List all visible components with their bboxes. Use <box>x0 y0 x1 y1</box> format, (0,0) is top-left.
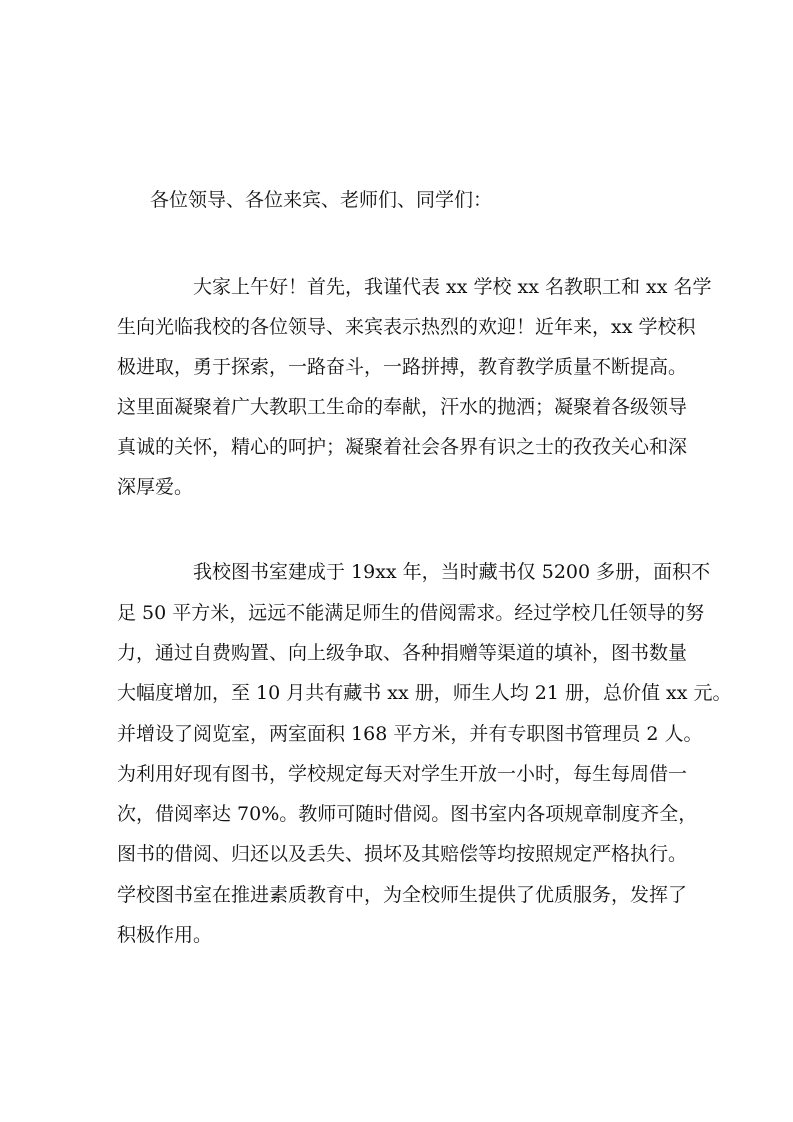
greeting: 各位领导、各位来宾、老师们、同学们： <box>150 189 493 211</box>
paragraph-line: 这里面凝聚着广大教职工生命的奉献，汗水的抛洒；凝聚着各级领导 <box>117 396 688 418</box>
paragraph-line: 我校图书室建成于 19xx 年，当时藏书仅 5200 多册，面积不 <box>193 561 711 583</box>
paragraph-line: 学校图书室在推进素质教育中，为全校师生提供了优质服务，发挥了 <box>117 884 688 906</box>
paragraph-line: 深厚爱。 <box>117 476 194 498</box>
paragraph-line: 力，通过自费购置、向上级争取、各种捐赠等渠道的填补，图书数量 <box>117 642 688 664</box>
paragraph-line: 足 50 平方米，远远不能满足师生的借阅需求。经过学校几任领导的努 <box>117 602 705 624</box>
paragraph-line: 为利用好现有图书，学校规定每天对学生开放一小时，每生每周借一 <box>117 763 688 785</box>
paragraph-line: 极进取，勇于探索，一路奋斗，一路拼搏，教育教学质量不断提高。 <box>117 356 688 378</box>
paragraph-line: 图书的借阅、归还以及丢失、损坏及其赔偿等均按照规定严格执行。 <box>117 843 688 865</box>
paragraph-line: 并增设了阅览室，两室面积 168 平方米，并有专职图书管理员 2 人。 <box>117 723 703 745</box>
paragraph-line: 大家上午好！首先，我谨代表 xx 学校 xx 名教职工和 xx 名学 <box>193 276 712 298</box>
paragraph-line: 真诚的关怀，精心的呵护；凝聚着社会各界有识之士的孜孜关心和深 <box>117 436 688 458</box>
paragraph-line: 大幅度增加，至 10 月共有藏书 xx 册，师生人均 21 册，总价值 xx 元。 <box>117 682 732 704</box>
paragraph-line: 次，借阅率达 70%。教师可随时借阅。图书室内各项规章制度齐全， <box>117 803 698 825</box>
paragraph-line: 积极作用。 <box>117 924 213 946</box>
paragraph-line: 生向光临我校的各位领导、来宾表示热烈的欢迎！近年来，xx 学校积 <box>117 316 696 338</box>
